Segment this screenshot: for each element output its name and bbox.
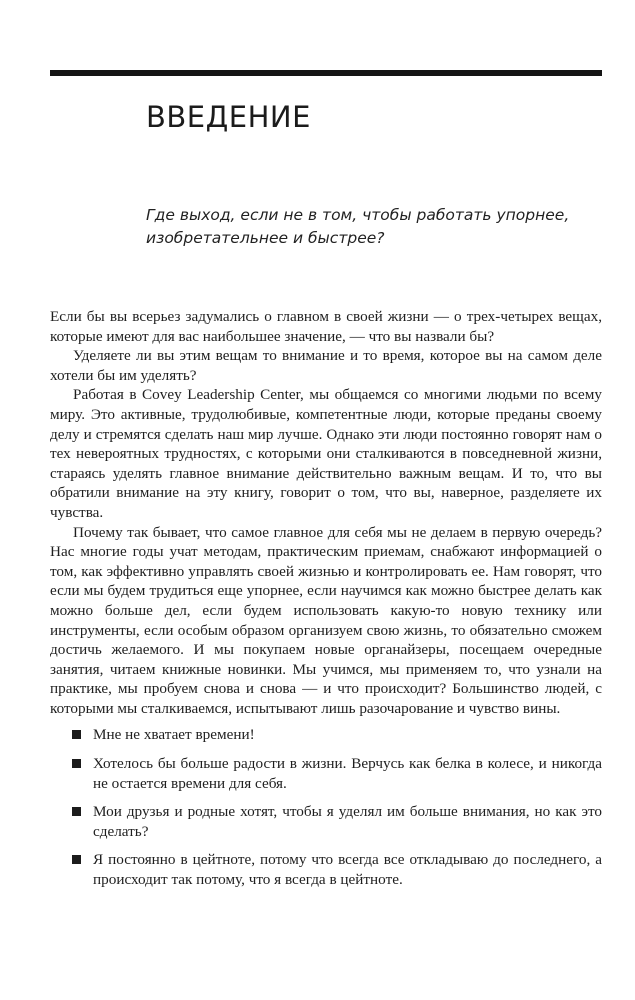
square-bullet-icon [72, 759, 81, 768]
paragraph: Уделяете ли вы этим вещам то внимание и то время, которое вы на самом деле хотели бы им уделять? [50, 347, 602, 384]
chapter-title: ВВЕДЕНИЕ [146, 100, 311, 134]
body-text [50, 307, 602, 899]
bullet-text: Хотелось бы больше радости в жизни. Верчусь как белка в колесе, и никогда не остается времени для себя. [93, 755, 602, 792]
chapter-top-rule [50, 70, 602, 76]
bullet-text: Мои друзья и родные хотят, чтобы я уделял им больше внимания, но как это сделать? [93, 803, 602, 840]
paragraph: Работая в Covey Leadership Center, мы общаемся со многими людьми по всему миру. Это активные, трудолюбивые, компетентные люди, которые преданы своему делу и стремятся сделать наш мир лучше. Однако эти люди постоянно говорят нам о тех невероятных трудностях, с которыми они сталкиваются в повседневной жизни, стараясь уделять главное внимание действительно важным вещам. И то, что вы обратили внимание на эту книгу, говорит о том, что вы, наверное, разделяете их чувства. [50, 386, 602, 521]
bullet-item [50, 725, 602, 745]
square-bullet-icon [72, 730, 81, 739]
bullet-item [50, 802, 602, 841]
bullet-list [50, 725, 602, 889]
bullet-item [50, 850, 602, 889]
paragraph: Почему так бывает, что самое главное для себя мы не делаем в первую очередь? Нас многие годы учат методам, практическим приемам, снабжают информацией о том, как эффективно управлять своей жизнью и контролировать ее. Нам говорят, что если мы будем трудиться еще упорнее, если научимся как можно быстрее делать как можно больше дел, если будем использовать какую-то новую технику или инструменты, если особым образом организуем свою жизнь, то обязательно сможем достичь желаемого. И мы покупаем новые органайзеры, посещаем очередные занятия, читаем книжные новинки. Мы учимся, мы применяем то, что узнали на практике, мы пробуем снова и снова — и что происходит? Большинство людей, с которыми мы сталкиваемся, испытывают лишь разочарование и чувство вины. [50, 523, 602, 717]
paragraph: Если бы вы всерьез задумались о главном в своей жизни — о трех-четырех вещах, которые имеют для вас наибольшее значение, — что вы назвали бы? [50, 308, 602, 345]
bullet-item [50, 754, 602, 793]
bullet-text: Мне не хватает времени! [93, 726, 255, 744]
square-bullet-icon [72, 855, 81, 864]
epigraph: Где выход, если не в том, чтобы работать упорнее, изобретательнее и быстрее? [146, 206, 570, 247]
square-bullet-icon [72, 807, 81, 816]
bullet-text: Я постоянно в цейтноте, потому что всегда все откладываю до последнего, а происходит так потому, что я всегда в цейтноте. [93, 851, 602, 889]
